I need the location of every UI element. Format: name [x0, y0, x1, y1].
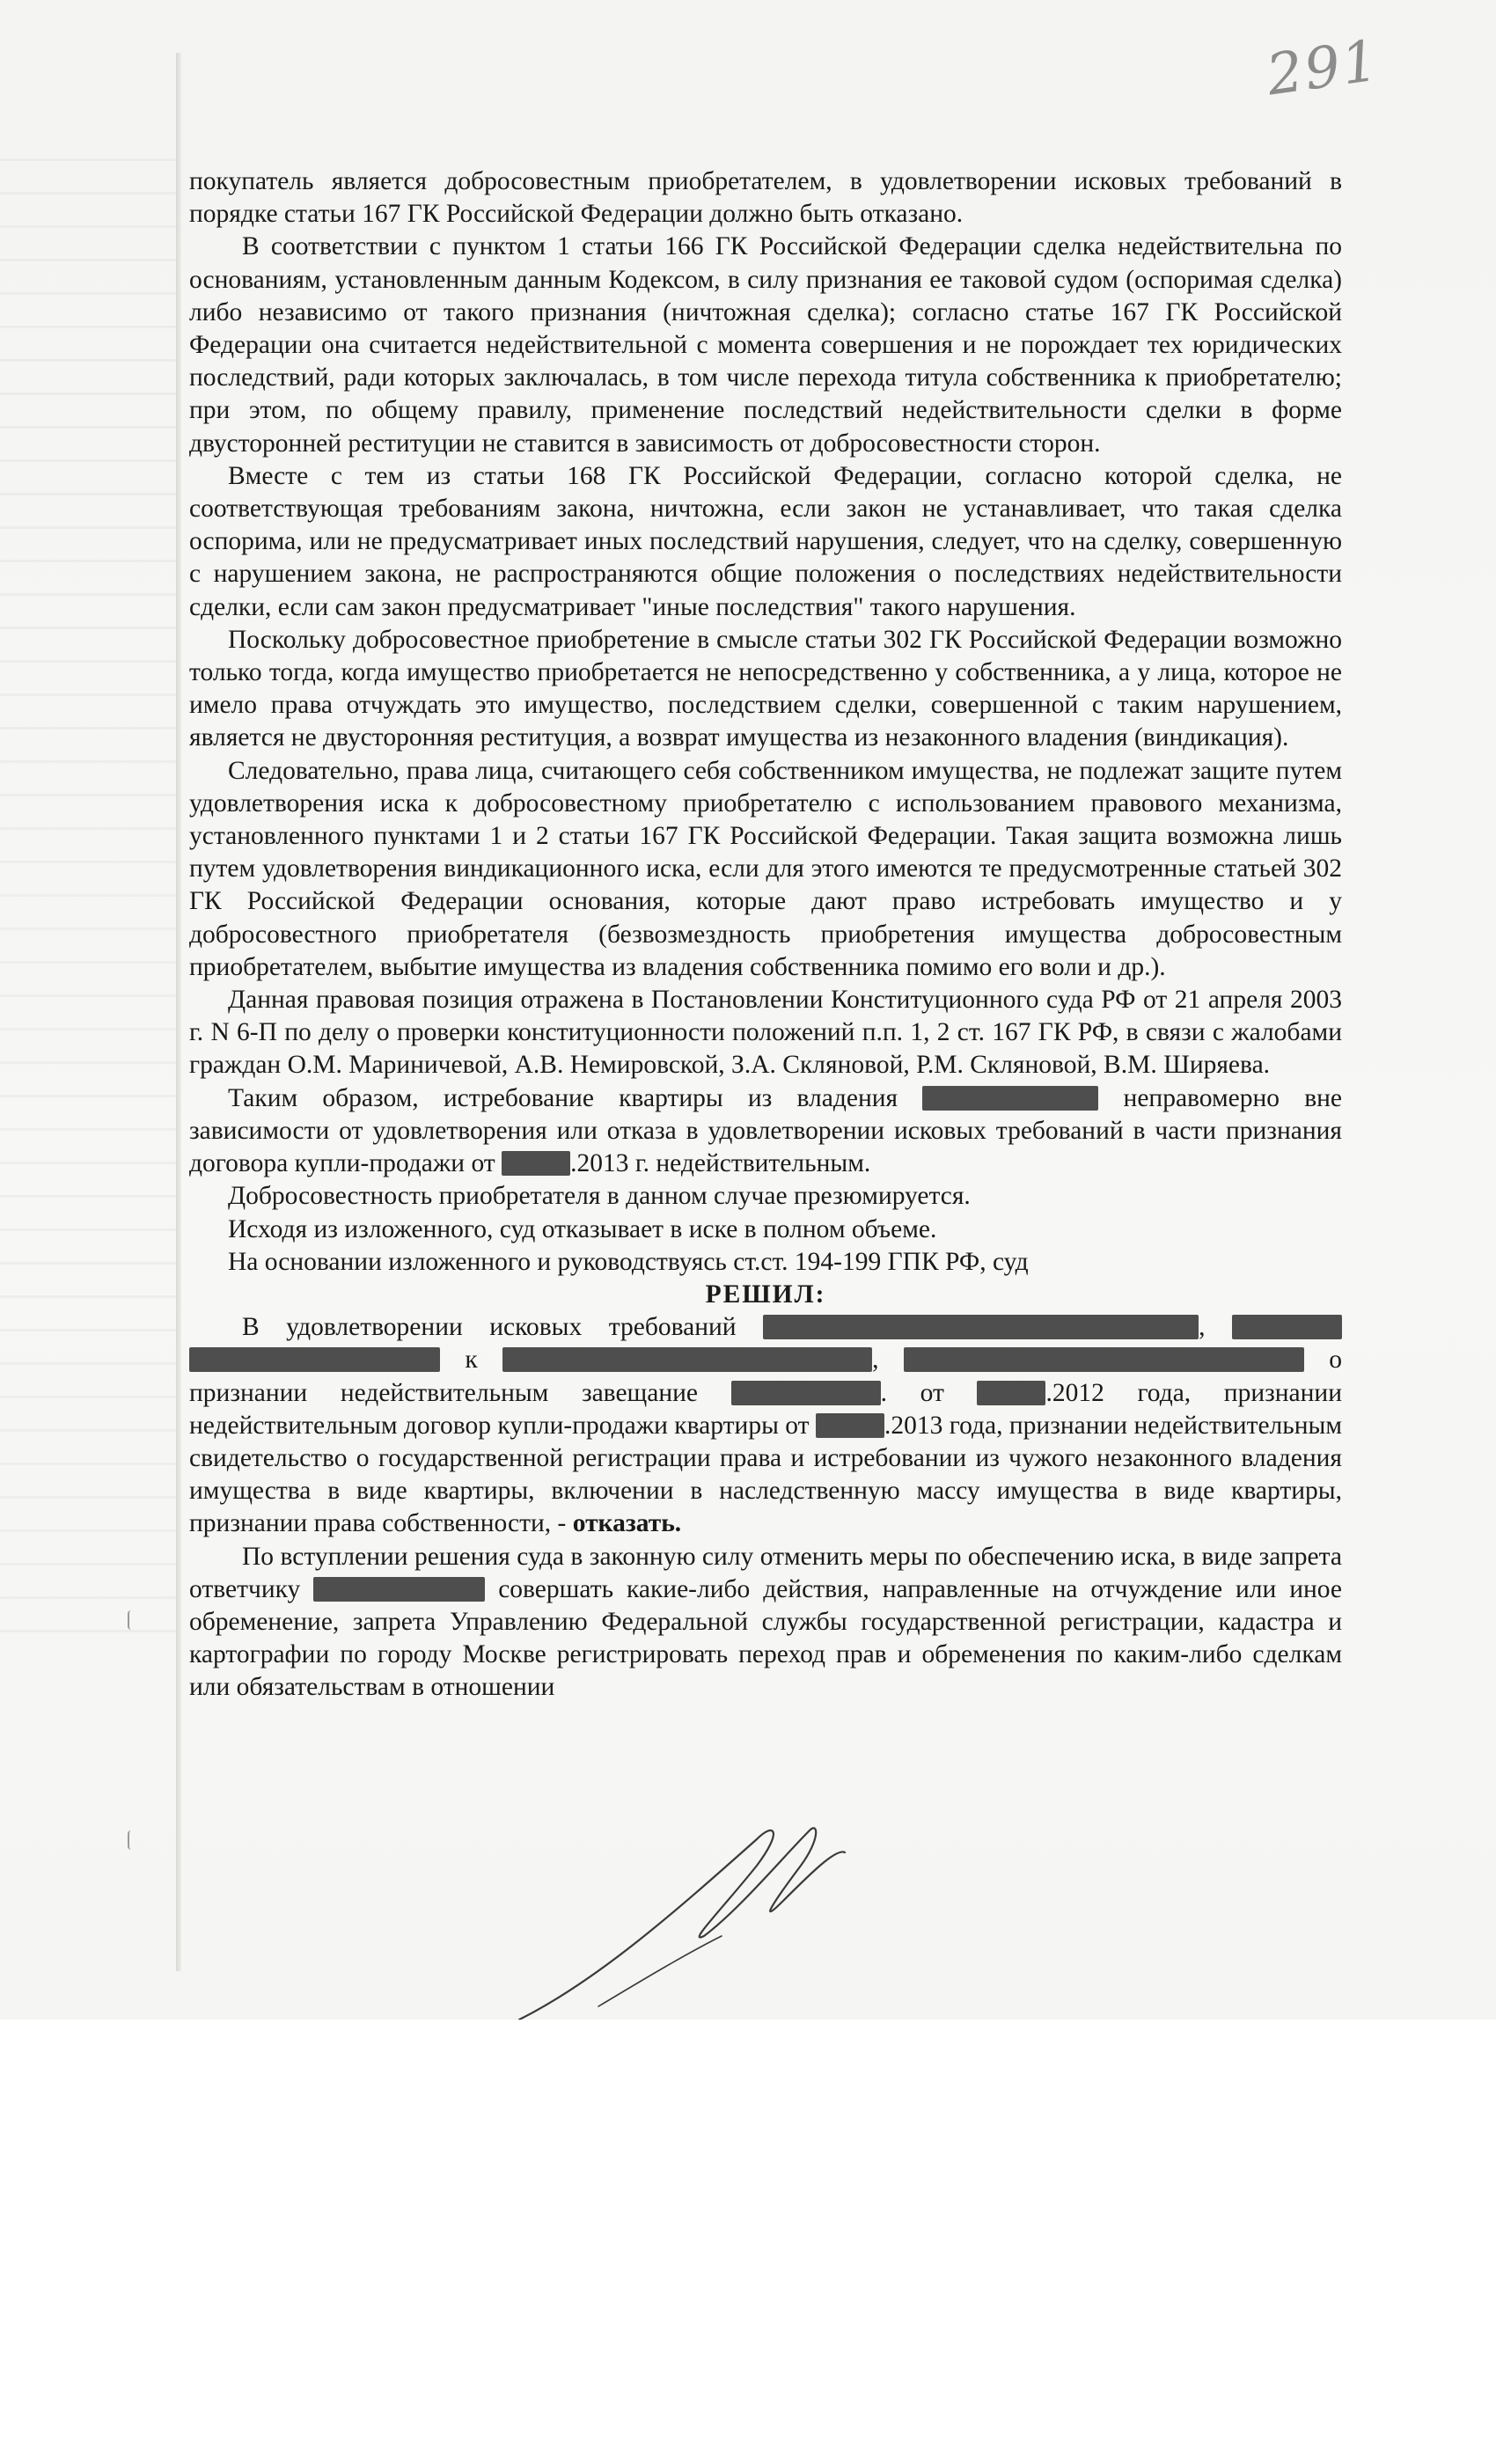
- redaction-block: [502, 1347, 872, 1372]
- paragraph: Добросовестность приобретателя в данном случае презюмируется.: [228, 1182, 971, 1211]
- text-segment: о признании недействительным завещание: [189, 1346, 1343, 1407]
- redaction-block: [1232, 1315, 1342, 1339]
- paragraph: Поскольку добросовестное приобретение в смысле статьи 302 ГК Российской Федерации возможно только тогда, когда имущество приобретается не непосредственно у собственника, а у лица, которое не имело права отчуждать это имущество, последствием сделки, совершенной с таким нарушением, является не двусторонняя реституция, а возврат имущества из незаконного владения (виндикация).: [189, 625, 1342, 752]
- text-segment: к: [465, 1346, 478, 1375]
- punch-hole-mark: [128, 1610, 135, 1630]
- paragraph: покупатель является добросовестным приобретателем, в удовлетворении исковых требований в порядке статьи 167 ГК Российской Федерации должно быть отказано.: [189, 167, 1342, 229]
- redaction-block: [922, 1086, 1098, 1111]
- paragraph: В удовлетворении исковых требований , к , о признании недействительным завещание . от .2012 года, признании недействительным договор купли-продажи квартиры от .2013 года, признании недействительным свидетельство о государственной регистрации права и истребовании из чужого незаконного владения имущества в виде квартиры, включении в наследственную массу имущества в виде квартиры, признании права собственности, - отказать.: [189, 1313, 1343, 1538]
- redaction-block: [189, 1347, 440, 1372]
- redaction-block: [763, 1315, 1199, 1339]
- text-segment: Таким образом, истребование квартиры из владения: [228, 1083, 898, 1112]
- paragraph: Данная правовая позиция отражена в Постановлении Конституционного суда РФ от 21 апреля 2003 г. N 6-П по делу о проверки конституционности положений п.п. 1, 2 ст. 167 ГК РФ, в связи с жалобами граждан О.М. Мариничевой, А.В. Немировской, З.А. Скляновой, Р.М. Скляновой, В.М. Ширяева.: [189, 986, 1342, 1080]
- decision-heading: РЕШИЛ:: [705, 1280, 826, 1309]
- text-segment: совершать какие-либо действия, направленные на отчуждение или иное обременение, запрета Управлению Федеральной службы государственной регистрации, кадастра и картографии по городу Москве регистрировать переход прав и обременения по каким-либо сделкам или обязательствам в отношении: [189, 1574, 1343, 1702]
- redaction-block: [904, 1347, 1304, 1372]
- punch-hole-mark: [128, 1830, 135, 1850]
- text-segment: В удовлетворении исковых требований: [242, 1313, 737, 1342]
- text-segment: .2013 г. недействительным.: [570, 1149, 871, 1178]
- binding-edge: [176, 53, 181, 1971]
- handwritten-page-number: 291: [1263, 28, 1384, 109]
- paragraph: В соответствии с пунктом 1 статьи 166 ГК Российской Федерации сделка недействительна по основаниям, установленным данным Кодексом, в силу признания ее таковой судом (оспоримая сделка) либо независимо от такого признания (ничтожная сделка); согласно статье 167 ГК Российской Федерации она считается недействительной с момента совершения и не порождает тех юридических последствий, ради которых заключалась, в том числе перехода титула собственника к приобретателю; при этом, по общему правилу, применение последствий недействительности сделки в форме двусторонней реституции не ставится в зависимость от добросовестности сторон.: [189, 232, 1342, 458]
- bleed-through-texture: [0, 158, 176, 1654]
- paragraph: Вместе с тем из статьи 168 ГК Российской Федерации, согласно которой сделка, не соответствующая требованиям закона, ничтожна, если закон не устанавливает, что такая сделка оспорима, или не предусматривает иных последствий нарушения, следует, что на сделку, совершенную с нарушением закона, не распространяются общие положения о последствиях недействительности сделки, если сам закон предусматривает "иные последствия" такого нарушения.: [189, 461, 1342, 621]
- text-segment: .2013 года, признании недействительным свидетельство о государственной регистрации права и истребовании из чужого незаконного владения имущества в виде квартиры, включении в наследственную массу имущества в виде квартиры, признании права собственности, -: [189, 1411, 1343, 1538]
- redaction-block: [502, 1151, 570, 1176]
- text-segment: . от: [880, 1378, 944, 1407]
- redaction-block: [313, 1577, 485, 1602]
- redaction-block: [816, 1413, 884, 1438]
- paragraph: Следовательно, права лица, считающего себя собственником имущества, не подлежат защите путем удовлетворения иска к добросовестному приобретателю с использованием правового механизма, установленного пунктами 1 и 2 статьи 167 ГК Российской Федерации. Такая защита возможна лишь путем удовлетворения виндикационного иска, если для этого имеются те предусмотренные статьей 302 ГК Российской Федерации основания, которые дают право истребовать имущество и у добросовестного приобретателя (безвозмездность приобретения имущества добросовестным приобретателем, выбытие имущества из владения собственника помимо его воли и др.).: [189, 756, 1342, 981]
- text-segment: неправомерно вне зависимости от удовлетворения или отказа в удовлетворении исковых требований в части признания договора купли-продажи от: [189, 1083, 1343, 1178]
- paragraph: На основании изложенного и руководствуясь ст.ст. 194-199 ГПК РФ, суд: [228, 1247, 1029, 1276]
- paragraph: [189, 1082, 1342, 1181]
- text-segment: .2012 года, признании недействительным договор купли-продажи квартиры от: [189, 1378, 1343, 1440]
- handwritten-signature: [493, 1804, 862, 2020]
- text-segment: По вступлении решения суда в законную силу отменить меры по обеспечению иска, в виде запрета ответчику: [189, 1542, 1342, 1603]
- redaction-block: [731, 1381, 881, 1405]
- verdict-text: отказать.: [572, 1509, 682, 1538]
- paragraph: [189, 1541, 1342, 1705]
- redaction-block: [977, 1381, 1045, 1405]
- paragraph: Исходя из изложенного, суд отказывает в иске в полном объеме.: [228, 1214, 937, 1243]
- document-body: [189, 165, 1342, 1705]
